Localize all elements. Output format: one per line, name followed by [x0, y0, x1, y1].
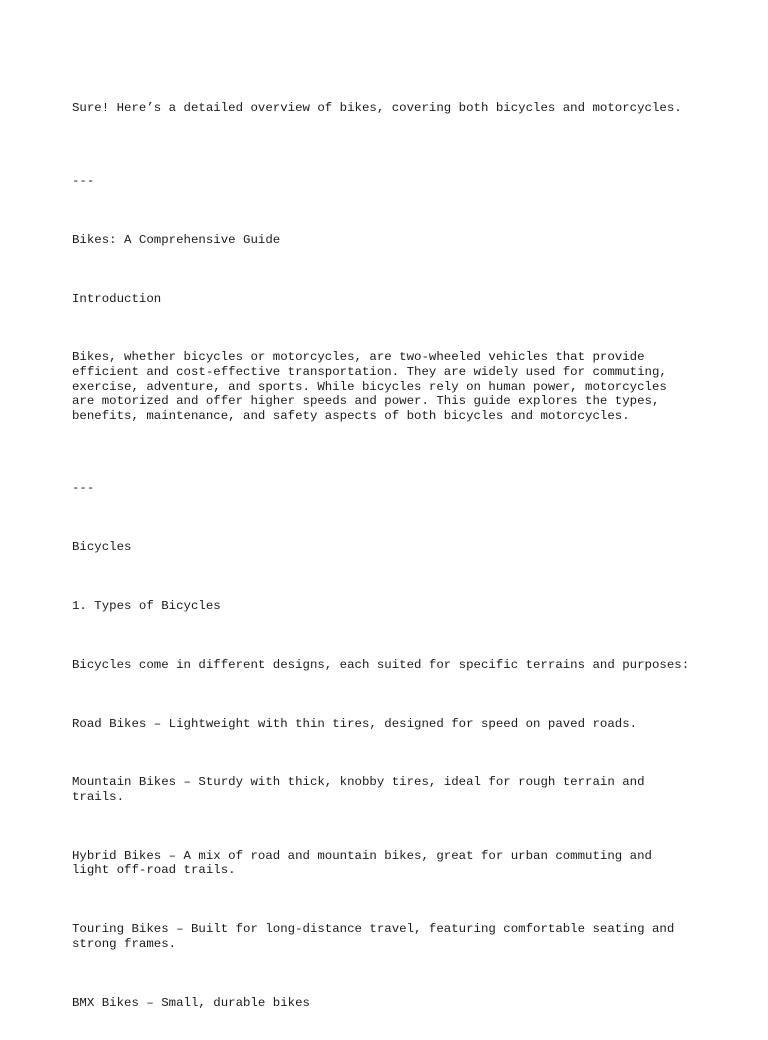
list-item-road-bikes: Road Bikes – Lightweight with thin tires, designed for speed on paved roads. [72, 716, 638, 731]
list-item-bmx-bikes: BMX Bikes – Small, durable bikes [72, 995, 310, 1010]
intro-line: Sure! Here’s a detailed overview of bikes, covering both bicycles and motorcycles. [72, 101, 682, 116]
list-item-touring-bikes: Touring Bikes – Built for long-distance travel, featuring comfortable seating and strong frames. [72, 922, 675, 951]
separator: --- [72, 481, 95, 496]
list-item-hybrid-bikes: Hybrid Bikes – A mix of road and mountain bikes, great for urban commuting and light off-road trails. [72, 848, 652, 878]
document-page [72, 72, 702, 1040]
separator: --- [72, 173, 95, 188]
document-title: Bikes: A Comprehensive Guide [72, 232, 281, 247]
list-item-mountain-bikes: Mountain Bikes – Sturdy with thick, knobby tires, ideal for rough terrain and trails. [72, 775, 645, 804]
types-intro-paragraph: Bicycles come in different designs, each suited for specific terrains and purposes: [72, 657, 690, 672]
introduction-paragraph: Bikes, whether bicycles or motorcycles, are two-wheeled vehicles that provide efficient and cost-effective transportation. They are widely used for commuting, exercise, adventure, and sports. While bicycles rely on human power, motorcycles are motorized and offer higher speeds and power. This guide explores the types, benefits, maintenance, and safety aspects of both bicycles and motorcycles. [72, 350, 667, 423]
subsection-heading-types: 1. Types of Bicycles [72, 599, 221, 614]
section-heading-introduction: Introduction [72, 291, 162, 306]
section-heading-bicycles: Bicycles [72, 540, 132, 555]
